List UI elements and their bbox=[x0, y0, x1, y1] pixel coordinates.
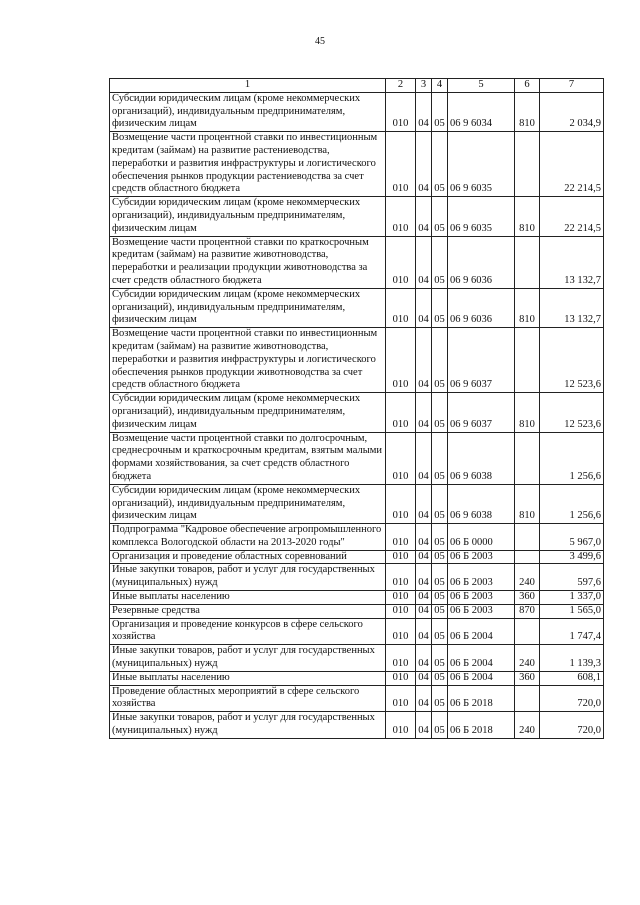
table-row bbox=[110, 92, 604, 131]
table-body bbox=[110, 92, 604, 738]
row-description: Проведение областных мероприятий в сфере сельского хозяйства bbox=[110, 685, 386, 712]
section-cell: 04 bbox=[416, 432, 432, 484]
target-article-cell: 06 9 6036 bbox=[448, 288, 515, 327]
table-row bbox=[110, 328, 604, 393]
row-description: Субсидии юридическим лицам (кроме некоммерческих организаций), индивидуальным предпринимателям, физическим лицам bbox=[110, 288, 386, 327]
target-article-cell: 06 9 6036 bbox=[448, 236, 515, 288]
expense-type-cell bbox=[515, 685, 540, 712]
table-row bbox=[110, 550, 604, 564]
expense-type-cell bbox=[515, 132, 540, 197]
amount-cell: 1 337,0 bbox=[540, 591, 604, 605]
amount-cell: 12 523,6 bbox=[540, 328, 604, 393]
column-header: 7 bbox=[540, 79, 604, 93]
amount-cell: 720,0 bbox=[540, 685, 604, 712]
expense-type-cell bbox=[515, 550, 540, 564]
amount-cell: 5 967,0 bbox=[540, 524, 604, 551]
amount-cell: 1 565,0 bbox=[540, 604, 604, 618]
row-description: Иные выплаты населению bbox=[110, 591, 386, 605]
section-cell: 04 bbox=[416, 484, 432, 523]
expense-type-cell bbox=[515, 328, 540, 393]
subsection-cell: 05 bbox=[432, 618, 448, 645]
expense-type-cell bbox=[515, 432, 540, 484]
row-description: Субсидии юридическим лицам (кроме некоммерческих организаций), индивидуальным предпринимателям, физическим лицам bbox=[110, 197, 386, 236]
amount-cell: 3 499,6 bbox=[540, 550, 604, 564]
row-description: Субсидии юридическим лицам (кроме некоммерческих организаций), индивидуальным предпринимателям, физическим лицам bbox=[110, 92, 386, 131]
amount-cell: 13 132,7 bbox=[540, 288, 604, 327]
subsection-cell: 05 bbox=[432, 197, 448, 236]
section-cell: 04 bbox=[416, 645, 432, 672]
code-cell: 010 bbox=[386, 712, 416, 739]
section-cell: 04 bbox=[416, 288, 432, 327]
amount-cell: 2 034,9 bbox=[540, 92, 604, 131]
target-article-cell: 06 Б 2003 bbox=[448, 550, 515, 564]
subsection-cell: 05 bbox=[432, 524, 448, 551]
code-cell: 010 bbox=[386, 328, 416, 393]
subsection-cell: 05 bbox=[432, 236, 448, 288]
row-description: Возмещение части процентной ставки по инвестиционным кредитам (займам) на развитие животноводства, переработки и развития инфраструктуры и логистического обеспечения рынков продукции животноводства за счет средств областного бюджета bbox=[110, 328, 386, 393]
table-row bbox=[110, 132, 604, 197]
target-article-cell: 06 Б 2004 bbox=[448, 645, 515, 672]
code-cell: 010 bbox=[386, 524, 416, 551]
amount-cell: 1 256,6 bbox=[540, 432, 604, 484]
subsection-cell: 05 bbox=[432, 671, 448, 685]
amount-cell: 608,1 bbox=[540, 671, 604, 685]
code-cell: 010 bbox=[386, 393, 416, 432]
table-row bbox=[110, 236, 604, 288]
row-description: Иные выплаты населению bbox=[110, 671, 386, 685]
subsection-cell: 05 bbox=[432, 432, 448, 484]
expense-type-cell: 810 bbox=[515, 393, 540, 432]
column-header: 4 bbox=[432, 79, 448, 93]
table-row bbox=[110, 591, 604, 605]
code-cell: 010 bbox=[386, 288, 416, 327]
code-cell: 010 bbox=[386, 432, 416, 484]
column-header: 2 bbox=[386, 79, 416, 93]
amount-cell: 22 214,5 bbox=[540, 132, 604, 197]
table-row bbox=[110, 432, 604, 484]
row-description: Возмещение части процентной ставки по инвестиционным кредитам (займам) на развитие растениеводства, переработки и развития инфраструктуры и логистического обеспечения рынков продукции растениеводства за счет средств областного бюджета bbox=[110, 132, 386, 197]
subsection-cell: 05 bbox=[432, 645, 448, 672]
target-article-cell: 06 Б 2004 bbox=[448, 618, 515, 645]
amount-cell: 720,0 bbox=[540, 712, 604, 739]
row-description: Организация и проведение областных соревнований bbox=[110, 550, 386, 564]
table-row bbox=[110, 484, 604, 523]
amount-cell: 13 132,7 bbox=[540, 236, 604, 288]
subsection-cell: 05 bbox=[432, 484, 448, 523]
budget-table bbox=[109, 78, 604, 739]
section-cell: 04 bbox=[416, 712, 432, 739]
expense-type-cell: 870 bbox=[515, 604, 540, 618]
code-cell: 010 bbox=[386, 236, 416, 288]
target-article-cell: 06 9 6035 bbox=[448, 132, 515, 197]
section-cell: 04 bbox=[416, 132, 432, 197]
page-number: 45 bbox=[315, 36, 325, 47]
amount-cell: 1 256,6 bbox=[540, 484, 604, 523]
section-cell: 04 bbox=[416, 328, 432, 393]
amount-cell: 1 747,4 bbox=[540, 618, 604, 645]
table-row bbox=[110, 564, 604, 591]
table-row bbox=[110, 288, 604, 327]
code-cell: 010 bbox=[386, 197, 416, 236]
section-cell: 04 bbox=[416, 197, 432, 236]
table-row bbox=[110, 393, 604, 432]
subsection-cell: 05 bbox=[432, 92, 448, 131]
row-description: Иные закупки товаров, работ и услуг для государственных (муниципальных) нужд bbox=[110, 712, 386, 739]
amount-cell: 597,6 bbox=[540, 564, 604, 591]
section-cell: 04 bbox=[416, 92, 432, 131]
target-article-cell: 06 9 6037 bbox=[448, 328, 515, 393]
table-row bbox=[110, 671, 604, 685]
expense-type-cell: 810 bbox=[515, 197, 540, 236]
section-cell: 04 bbox=[416, 685, 432, 712]
row-description: Иные закупки товаров, работ и услуг для государственных (муниципальных) нужд bbox=[110, 645, 386, 672]
amount-cell: 12 523,6 bbox=[540, 393, 604, 432]
row-description: Возмещение части процентной ставки по долгосрочным, среднесрочным и краткосрочным кредитам, взятым малыми формами хозяйствования, за счет средств областного бюджета bbox=[110, 432, 386, 484]
table-row bbox=[110, 712, 604, 739]
target-article-cell: 06 Б 2004 bbox=[448, 671, 515, 685]
code-cell: 010 bbox=[386, 671, 416, 685]
target-article-cell: 06 Б 2018 bbox=[448, 685, 515, 712]
expense-type-cell: 810 bbox=[515, 288, 540, 327]
section-cell: 04 bbox=[416, 550, 432, 564]
subsection-cell: 05 bbox=[432, 393, 448, 432]
subsection-cell: 05 bbox=[432, 550, 448, 564]
row-description: Организация и проведение конкурсов в сфере сельского хозяйства bbox=[110, 618, 386, 645]
section-cell: 04 bbox=[416, 591, 432, 605]
table-row bbox=[110, 604, 604, 618]
code-cell: 010 bbox=[386, 591, 416, 605]
column-header: 5 bbox=[448, 79, 515, 93]
expense-type-cell bbox=[515, 236, 540, 288]
target-article-cell: 06 9 6038 bbox=[448, 432, 515, 484]
table-row bbox=[110, 645, 604, 672]
expense-type-cell bbox=[515, 618, 540, 645]
section-cell: 04 bbox=[416, 393, 432, 432]
table-row bbox=[110, 197, 604, 236]
expense-type-cell: 360 bbox=[515, 671, 540, 685]
section-cell: 04 bbox=[416, 671, 432, 685]
target-article-cell: 06 Б 2003 bbox=[448, 604, 515, 618]
subsection-cell: 05 bbox=[432, 685, 448, 712]
subsection-cell: 05 bbox=[432, 288, 448, 327]
section-cell: 04 bbox=[416, 524, 432, 551]
target-article-cell: 06 Б 2018 bbox=[448, 712, 515, 739]
table-row bbox=[110, 685, 604, 712]
target-article-cell: 06 Б 2003 bbox=[448, 591, 515, 605]
expense-type-cell: 810 bbox=[515, 92, 540, 131]
section-cell: 04 bbox=[416, 604, 432, 618]
subsection-cell: 05 bbox=[432, 564, 448, 591]
subsection-cell: 05 bbox=[432, 132, 448, 197]
target-article-cell: 06 9 6034 bbox=[448, 92, 515, 131]
amount-cell: 1 139,3 bbox=[540, 645, 604, 672]
row-description: Подпрограмма "Кадровое обеспечение агропромышленного комплекса Вологодской области на 2013-2020 годы" bbox=[110, 524, 386, 551]
column-header: 3 bbox=[416, 79, 432, 93]
target-article-cell: 06 9 6037 bbox=[448, 393, 515, 432]
row-description: Иные закупки товаров, работ и услуг для государственных (муниципальных) нужд bbox=[110, 564, 386, 591]
subsection-cell: 05 bbox=[432, 604, 448, 618]
subsection-cell: 05 bbox=[432, 712, 448, 739]
code-cell: 010 bbox=[386, 132, 416, 197]
section-cell: 04 bbox=[416, 236, 432, 288]
target-article-cell: 06 9 6035 bbox=[448, 197, 515, 236]
column-header: 6 bbox=[515, 79, 540, 93]
code-cell: 010 bbox=[386, 484, 416, 523]
target-article-cell: 06 Б 0000 bbox=[448, 524, 515, 551]
code-cell: 010 bbox=[386, 645, 416, 672]
code-cell: 010 bbox=[386, 550, 416, 564]
section-cell: 04 bbox=[416, 618, 432, 645]
code-cell: 010 bbox=[386, 564, 416, 591]
amount-cell: 22 214,5 bbox=[540, 197, 604, 236]
expense-type-cell: 240 bbox=[515, 645, 540, 672]
row-description: Резервные средства bbox=[110, 604, 386, 618]
expense-type-cell: 240 bbox=[515, 712, 540, 739]
row-description: Возмещение части процентной ставки по краткосрочным кредитам (займам) на развитие животноводства, переработки и реализации продукции животноводства за счет средств областного бюджета bbox=[110, 236, 386, 288]
code-cell: 010 bbox=[386, 604, 416, 618]
expense-type-cell: 240 bbox=[515, 564, 540, 591]
section-cell: 04 bbox=[416, 564, 432, 591]
expense-type-cell: 360 bbox=[515, 591, 540, 605]
row-description: Субсидии юридическим лицам (кроме некоммерческих организаций), индивидуальным предпринимателям, физическим лицам bbox=[110, 484, 386, 523]
table-row bbox=[110, 524, 604, 551]
expense-type-cell: 810 bbox=[515, 484, 540, 523]
code-cell: 010 bbox=[386, 685, 416, 712]
column-header: 1 bbox=[110, 79, 386, 93]
subsection-cell: 05 bbox=[432, 328, 448, 393]
expense-type-cell bbox=[515, 524, 540, 551]
row-description: Субсидии юридическим лицам (кроме некоммерческих организаций), индивидуальным предпринимателям, физическим лицам bbox=[110, 393, 386, 432]
code-cell: 010 bbox=[386, 92, 416, 131]
target-article-cell: 06 9 6038 bbox=[448, 484, 515, 523]
table-row bbox=[110, 618, 604, 645]
code-cell: 010 bbox=[386, 618, 416, 645]
subsection-cell: 05 bbox=[432, 591, 448, 605]
target-article-cell: 06 Б 2003 bbox=[448, 564, 515, 591]
table-header-row bbox=[110, 79, 604, 93]
